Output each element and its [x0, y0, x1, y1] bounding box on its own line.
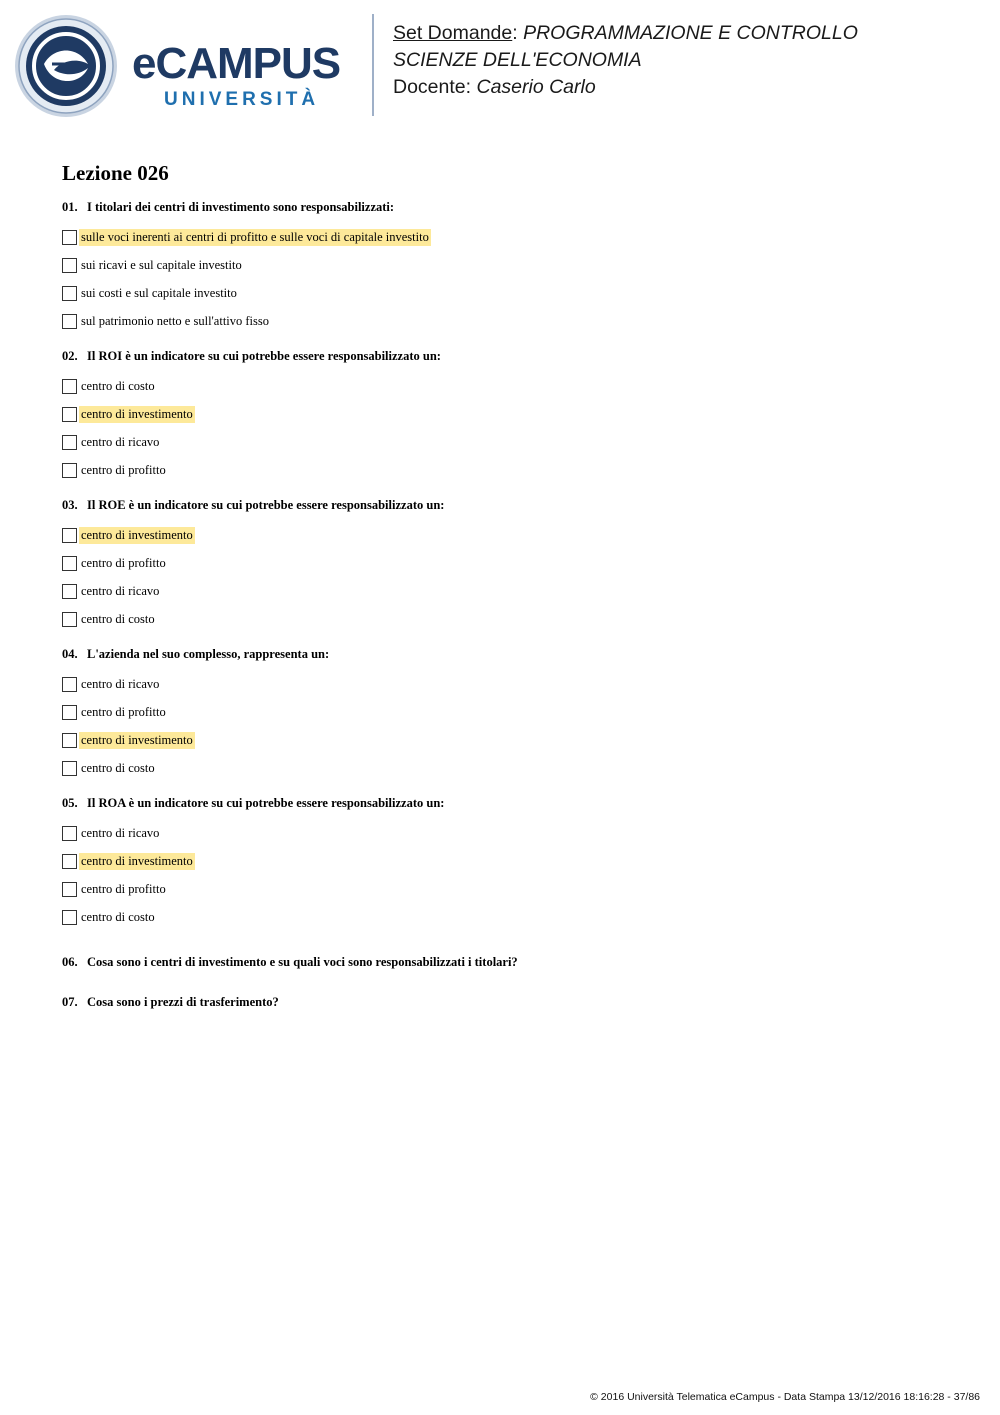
answer-option[interactable]	[62, 456, 942, 484]
question-label: Il ROI è un indicatore su cui potrebbe essere responsabilizzato un:	[87, 349, 441, 363]
answer-option[interactable]	[62, 521, 942, 549]
lesson-title: Lezione 026	[62, 161, 169, 185]
teacher-line	[393, 74, 983, 101]
teacher-label: Docente:	[393, 76, 472, 98]
answer-label: centro di ricavo	[81, 583, 160, 598]
answer-option[interactable]	[62, 251, 942, 279]
course-title-part-2: SCIENZE DELL'ECONOMIA	[393, 49, 642, 71]
question-number: 07.	[62, 995, 78, 1009]
open-question	[62, 993, 942, 1011]
answer-checkbox[interactable]	[62, 705, 77, 720]
answer-label: centro di ricavo	[81, 434, 160, 449]
set-separator: :	[512, 22, 518, 44]
course-line-2	[393, 47, 983, 74]
answer-option[interactable]	[62, 428, 942, 456]
question-number: 02.	[62, 349, 78, 363]
answer-option[interactable]	[62, 372, 942, 400]
question-number: 06.	[62, 955, 78, 969]
answer-label: sul patrimonio netto e sull'attivo fisso	[81, 313, 270, 328]
answer-option[interactable]	[62, 577, 942, 605]
question-text	[62, 993, 942, 1011]
answer-checkbox[interactable]	[62, 761, 77, 776]
question-block	[62, 645, 942, 782]
answer-option[interactable]	[62, 875, 942, 903]
answer-option[interactable]	[62, 819, 942, 847]
answer-checkbox[interactable]	[62, 230, 77, 245]
answer-checkbox[interactable]	[62, 677, 77, 692]
answer-option[interactable]	[62, 670, 942, 698]
answer-label: centro di profitto	[81, 881, 166, 896]
answer-checkbox[interactable]	[62, 407, 77, 422]
question-block	[62, 347, 942, 484]
answer-checkbox[interactable]	[62, 826, 77, 841]
open-question-list	[62, 953, 942, 1011]
answer-checkbox[interactable]	[62, 379, 77, 394]
question-label: Cosa sono i prezzi di trasferimento?	[87, 995, 279, 1009]
question-number: 01.	[62, 200, 78, 214]
answer-label-correct: centro di investimento	[81, 406, 193, 421]
answer-option[interactable]	[62, 549, 942, 577]
question-text	[62, 496, 942, 514]
answer-option[interactable]	[62, 279, 942, 307]
answer-checkbox[interactable]	[62, 584, 77, 599]
question-number: 03.	[62, 498, 78, 512]
answer-option[interactable]	[62, 307, 942, 335]
question-label: I titolari dei centri di investimento sono responsabilizzati:	[87, 200, 395, 214]
question-block	[62, 198, 942, 335]
answer-option[interactable]	[62, 754, 942, 782]
page-content	[62, 158, 942, 1011]
ecampus-seal-icon	[14, 14, 118, 118]
teacher-name: Caserio Carlo	[476, 76, 596, 98]
answer-label: centro di ricavo	[81, 676, 160, 691]
question-list	[62, 198, 942, 931]
question-number: 05.	[62, 796, 78, 810]
answer-checkbox[interactable]	[62, 286, 77, 301]
course-title-part-1: PROGRAMMAZIONE E CONTROLLO	[523, 22, 858, 44]
question-block	[62, 794, 942, 931]
course-line-1	[393, 20, 983, 47]
answer-label-correct: sulle voci inerenti ai centri di profitto e sulle voci di capitale investito	[81, 229, 429, 244]
question-text	[62, 794, 942, 812]
ecampus-logo	[132, 40, 357, 114]
question-label: Cosa sono i centri di investimento e su quali voci sono responsabilizzati i titolari?	[87, 955, 518, 969]
answer-checkbox[interactable]	[62, 258, 77, 273]
answer-label: centro di ricavo	[81, 825, 160, 840]
answer-checkbox[interactable]	[62, 556, 77, 571]
answer-label-correct: centro di investimento	[81, 527, 193, 542]
open-question	[62, 953, 942, 971]
question-label: L'azienda nel suo complesso, rappresenta un:	[87, 647, 330, 661]
answer-label: centro di costo	[81, 909, 155, 924]
answer-checkbox[interactable]	[62, 882, 77, 897]
answer-label-correct: centro di investimento	[81, 853, 193, 868]
question-label: Il ROE è un indicatore su cui potrebbe essere responsabilizzato un:	[87, 498, 445, 512]
answer-checkbox[interactable]	[62, 733, 77, 748]
question-label: Il ROA è un indicatore su cui potrebbe essere responsabilizzato un:	[87, 796, 445, 810]
question-text	[62, 645, 942, 663]
answer-label: sui ricavi e sul capitale investito	[81, 257, 242, 272]
answer-checkbox[interactable]	[62, 910, 77, 925]
answer-label: centro di profitto	[81, 462, 166, 477]
answer-label: sui costi e sul capitale investito	[81, 285, 237, 300]
answer-option[interactable]	[62, 605, 942, 633]
answer-option[interactable]	[62, 903, 942, 931]
answer-checkbox[interactable]	[62, 854, 77, 869]
answer-option[interactable]	[62, 726, 942, 754]
answer-checkbox[interactable]	[62, 528, 77, 543]
question-text	[62, 953, 942, 971]
question-text	[62, 347, 942, 365]
answer-option[interactable]	[62, 223, 942, 251]
answer-label: centro di costo	[81, 611, 155, 626]
logo-wordmark: eCAMPUS	[132, 39, 341, 88]
answer-checkbox[interactable]	[62, 612, 77, 627]
answer-checkbox[interactable]	[62, 314, 77, 329]
answer-label-correct: centro di investimento	[81, 732, 193, 747]
answer-label: centro di profitto	[81, 704, 166, 719]
page-footer: © 2016 Università Telematica eCampus - Data Stampa 13/12/2016 18:16:28 - 37/86	[590, 1391, 980, 1403]
course-info	[393, 20, 983, 101]
question-number: 04.	[62, 647, 78, 661]
set-label: Set Domande	[393, 22, 513, 44]
answer-label: centro di costo	[81, 378, 155, 393]
answer-option[interactable]	[62, 847, 942, 875]
page-header	[0, 0, 1000, 130]
answer-option[interactable]	[62, 698, 942, 726]
answer-label: centro di profitto	[81, 555, 166, 570]
answer-checkbox[interactable]	[62, 463, 77, 478]
logo-subtitle: UNIVERSITÀ	[164, 89, 320, 110]
header-divider	[372, 14, 374, 116]
answer-checkbox[interactable]	[62, 435, 77, 450]
question-block	[62, 496, 942, 633]
question-text	[62, 198, 942, 216]
answer-option[interactable]	[62, 400, 942, 428]
answer-label: centro di costo	[81, 760, 155, 775]
